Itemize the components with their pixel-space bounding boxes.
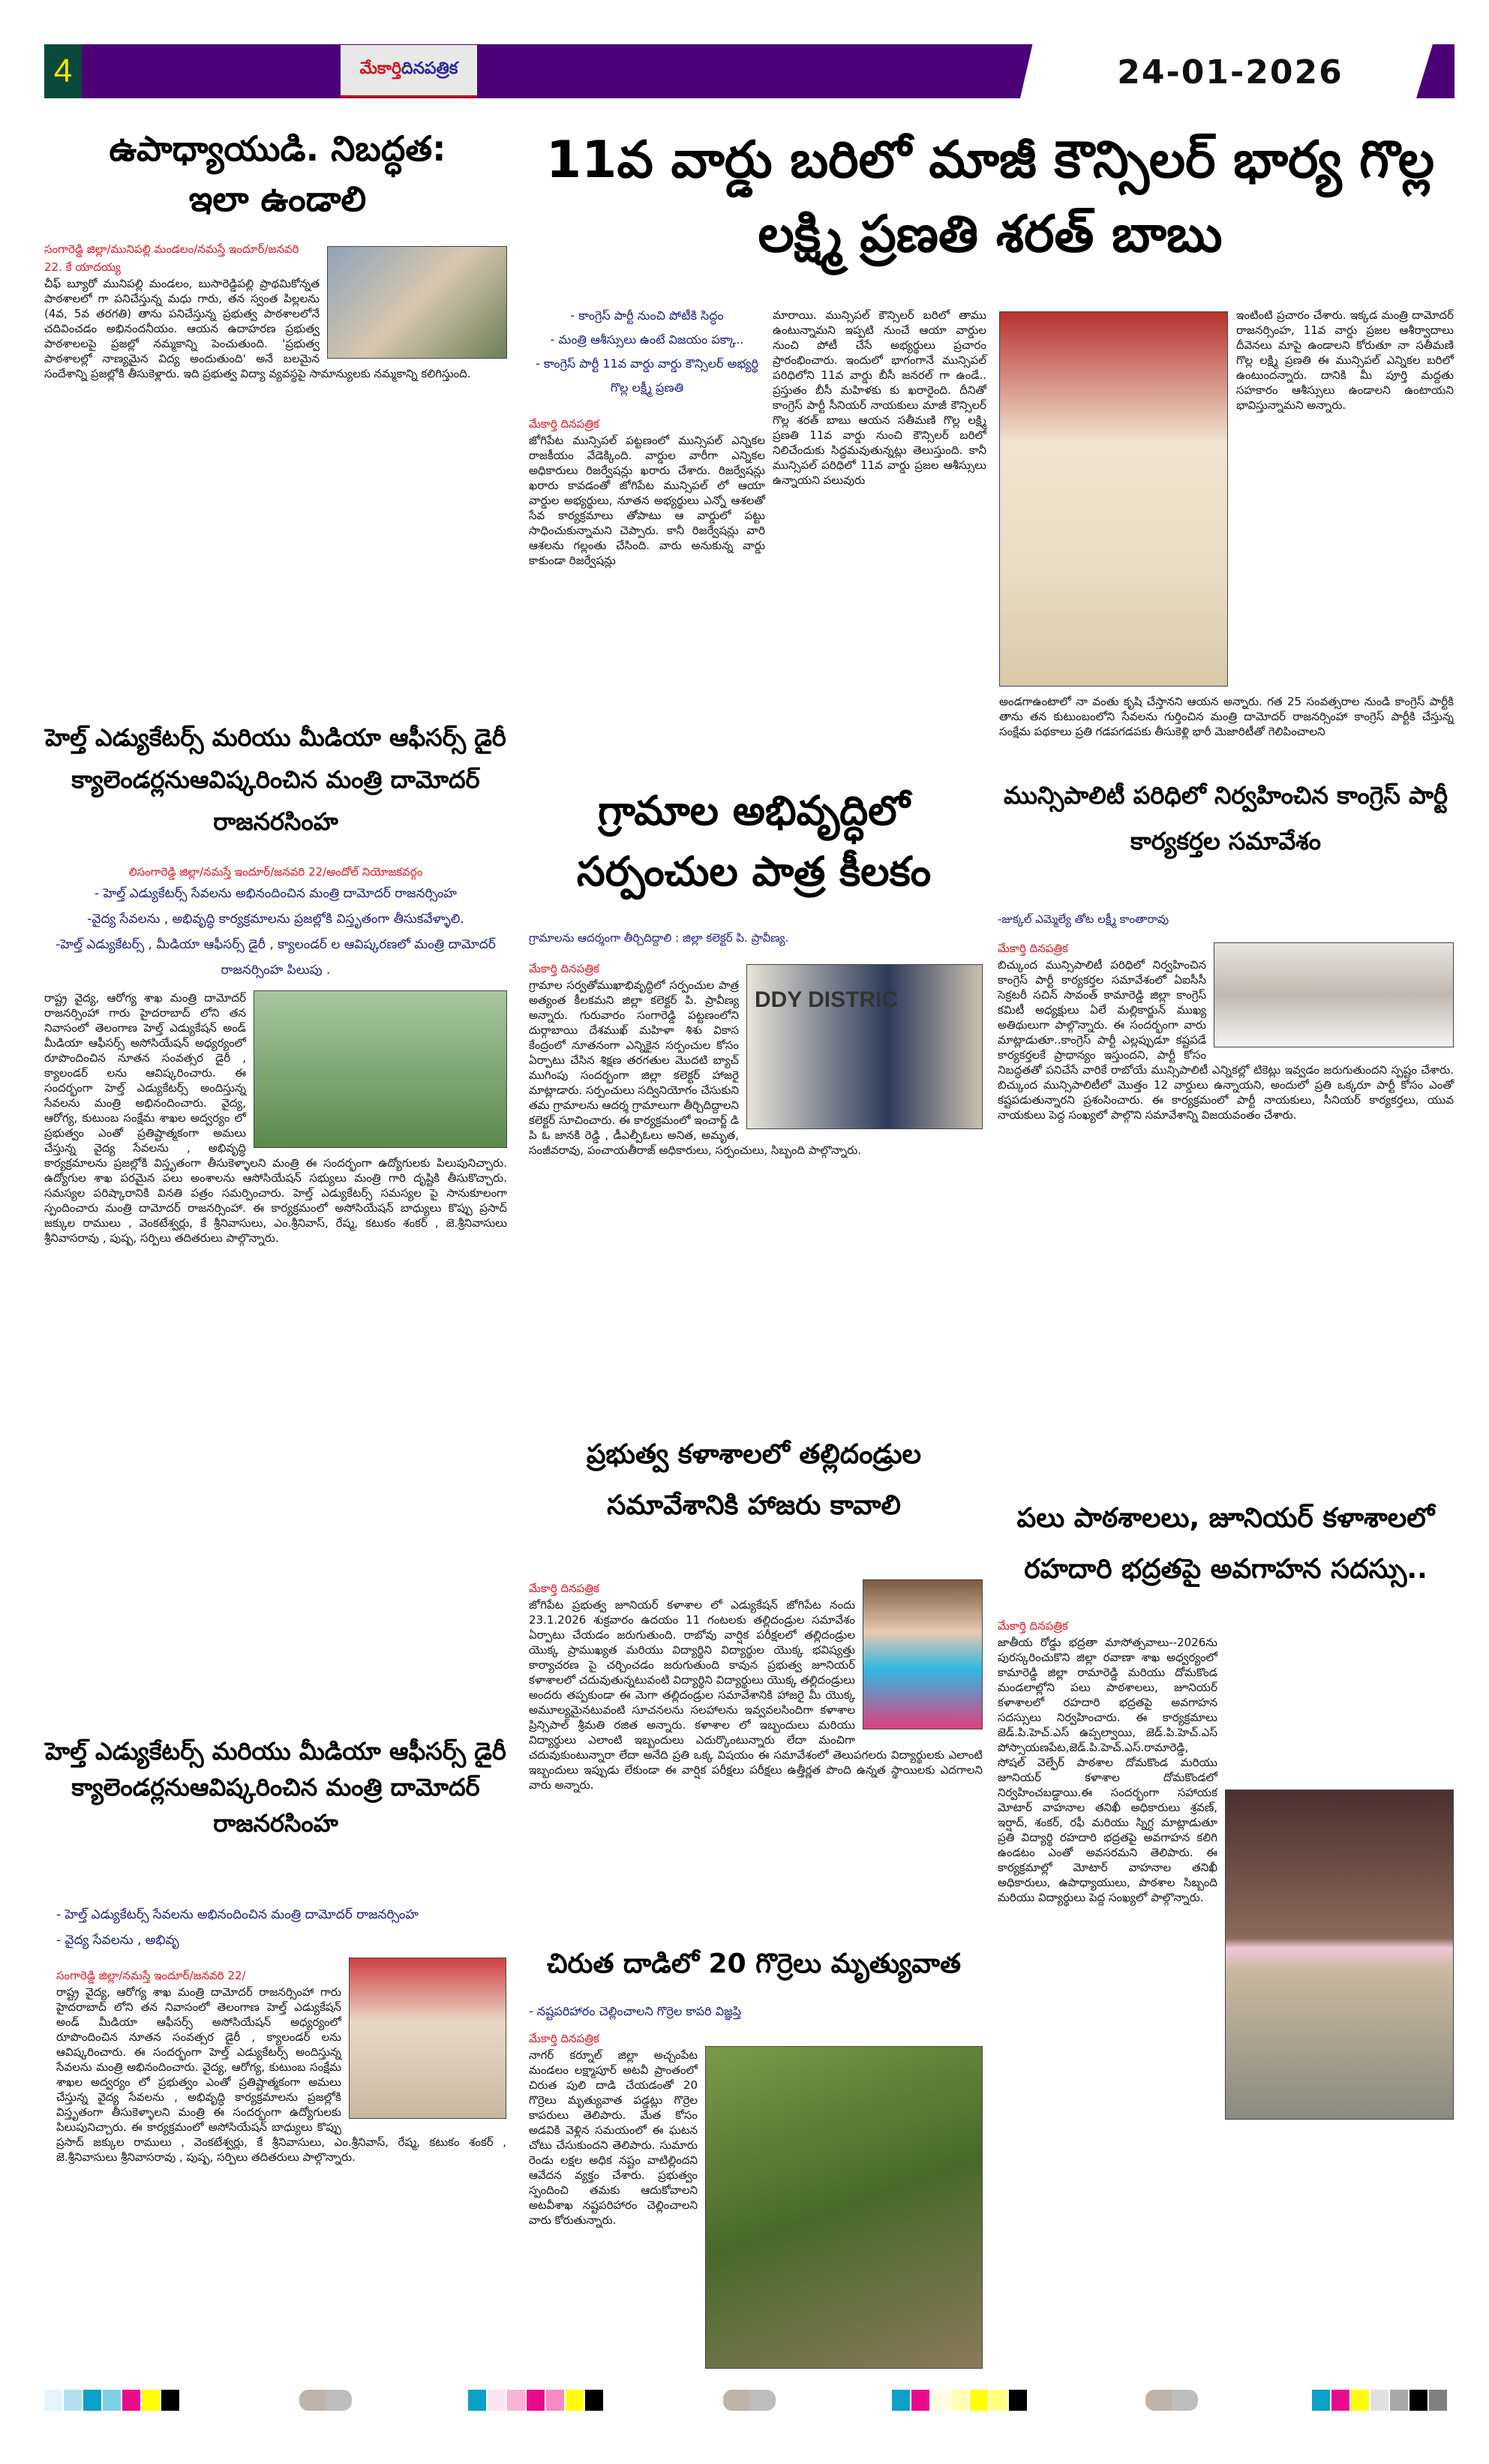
lead-body-3: ఇంటింటి ప్రచారం చేశారు. ఇక్కడ మంత్రి దామోదర్ రాజనర్సింహ, 11వ వార్డు ప్రజల ఆశీర్వాదాలు దీవెనలు మాపై ఉండాలని కోరుతూ నా సతీమణి గొల్ల లక్ష్మి ప్రణతి ఈ మున్సిపల్ ఎన్నికల బరిలో ఉంటుందన్నారు. దానికి మీ పూర్తి మద్దతు సహకారం ఆశీస్సులు ఉండాలని ఉంటాయని భావిస్తున్నామని అన్నారు. [1236, 308, 1454, 412]
villages-body: గ్రామాల సర్వతోముఖాభివృద్ధిలో సర్పంచుల పాత్ర అత్యంత కీలకమని జిల్లా కలెక్టర్ పి. ప్రావీణ్య అన్నారు. గురువారం సంగారెడ్డి పట్టణంలోని దుర్గాబాయి దేశముఖ్ మహిళా శిశు వికాస కేంద్రంలో నూతనంగా ఎన్నికైన సర్పంచుల కోసం ఏర్పాటు చేసిన శిక్షణ తరగతుల మొదటి బ్యాచ్ ముగింపు సందర్భంగా జిల్లా కలెక్టర్ హాజరై మాట్లాడారు. సర్పంచులు సద్వినియోగం చేసుకుని తమ గ్రామాలను ఆదర్శ గ్రామాలుగా తీర్చిదిద్దాలని కలెక్టర్ సూచించారు. ఈ కార్యక్రమంలో ఇంచార్జ్ డి పి ఓ జానకి రెడ్డి , డీఎల్పీఓలు అనిత, అమృత, సంజీవరావు, పంచాయతీరాజ్ అధికారులు, సర్పంచులు, సిబ్బంది పాల్గొన్నారు. [529, 978, 862, 1157]
color-swatch [103, 2390, 121, 2411]
color-bar-group [892, 2390, 1027, 2411]
leopard-headline: చిరుత దాడిలో 20 గొర్రెలు మృత్యువాత [546, 1949, 962, 1979]
health1-dateline: లిసంగారెడ్డి జిల్లా/నమస్తే ఇందూర్/జనవరి 22/అందోల్ నియోజకవర్గం [128, 865, 423, 879]
road-safety-body: జాతీయ రోడ్డు భద్రతా మాసోత్సవాలు--2026ను పురస్కరించుకొని జిల్లా రవాణా శాఖ అధ్వర్యంలో కామారెడ్డి జిల్లా రామారెడ్డి మరియు దోమకొండ మండలాల్లోని పలు పాఠశాలలు, జూనియర్ కళాశాలలో రహదారి భద్రతపై అవగాహన సదస్సులు నిర్వహించారు. ఈ కార్యక్రమాలు జెడ్.పి.హెచ్.ఎస్ ఉప్పల్వాయి, జెడ్.పి.హెచ్.ఎస్ పోస్సాయణపేట,జెడ్.పి.హెచ్.ఎస్.రామారెడ్డి, సోషల్ వెల్ఫేర్ పాఠశాల దోమకొండ మరియు జూనియర్ కళాశాల దోమకొండలో నిర్వహించబడ్డాయి.ఈ సందర్భంగా సహాయక మోటార్ వాహనాల తనిఖీ అధికారులు శ్రవణ్, ఇర్షాద్, శంకర్, రఫీ మరియు స్నిగ్ధ మాట్లాడుతూ ప్రతి విద్యార్థి రహదారి భద్రతపై అవగాహన కలిగి ఉండటం ఎంతో అవసరమని తెలిపారు. ఈ కార్యక్రమాల్లో మోటార్ వాహనాల తనిఖీ అధికారులు, ఉపాధ్యాయులు, పాఠశాల సిబ్బంది మరియు విద్యార్థులు పెద్ద సంఖ్యలో పాల్గొన్నారు. [998, 1636, 1217, 1904]
color-swatch [566, 2390, 584, 2411]
color-swatch [546, 2390, 564, 2411]
gray-registration-pill [299, 2390, 352, 2411]
villages-article [529, 927, 983, 1158]
health2-point-1: - హెల్త్ ఎడ్యుకేటర్స్ సేవలను అభినందించిన మంత్రి దామోదర్ రాజనర్సింహ [56, 1907, 419, 1922]
gray-registration-pill [723, 2390, 776, 2411]
color-swatch [931, 2390, 949, 2411]
students-awareness-photo [1225, 1789, 1454, 2120]
villages-dateline: మేకార్తి దినపత్రిక [529, 962, 599, 975]
logo-text-red: మేకార్తి [359, 59, 402, 78]
congress-headline: మున్సిపాలిటీ పరిధిలో నిర్వహించిన కాంగ్రెస్ పార్టీ కార్యకర్తల సమావేశం [1004, 781, 1448, 855]
color-swatch [468, 2390, 486, 2411]
leopard-subtitle: - నష్టపరిహారం చెల్లించాలని గొర్రెల కాపరి విజ్ఞప్తి [529, 2004, 742, 2018]
lead-point-3: - కాంగ్రెస్ పార్టీ 11వ వార్డు వార్డు కౌన్సిలర్ అభ్యర్థి గొల్ల లక్ష్మీ ప్రణతి [535, 356, 759, 395]
page-number: 4 [44, 44, 82, 98]
lead-body-2: మారాయి. మున్సిపల్ కౌన్సిలర్ బరిలో తాము ఉంటున్నామని ఇప్పటి నుంచే ఆయా వార్డుల నుంచి పోటీ చేసే అభ్యర్థులు ప్రచారం ప్రారంభించారు. ఇందులో భాగంగానే మున్సిపల్ పరిధిలోని 11వ వార్డు బీసీ జనరల్ గా ఉండే.. ప్రస్తుతం బీసీ మహిళకు కు ఖరారైంది. దీనితో కాంగ్రెస్ పార్టీ సీనియర్ నాయకులు మాజీ కౌన్సిలర్ గొల్ల శరత్ బాబు ఆయన సతీమణి గొల్ల లక్ష్మి ప్రణతి 11వ వార్డు నుంచి కౌన్సిలర్ బరిలో నిలిచేందుకు సిద్ధమవుతున్నట్లు తెలుస్తుంది. కానీ మున్సిపల్ పరిధిలో 11వ వార్డు ప్రజల ఆశీస్సులు ఉన్నాయని పలువురు [773, 308, 986, 487]
color-bar-group [468, 2390, 603, 2411]
teacher-body: చీఫ్ బ్యూరో మునిపల్లి మండలం, బుసారెడ్డిపల్లి ప్రాథమికోన్నత పాఠశాలలో గా పనిచేస్తున్న మధు గారు, తన స్వంత పిల్లలను (4వ, 5వ తరగతి) తాను పనిచేస్తున్న ప్రభుత్వ పాఠశాలలోనే చదివించడం అభినందనీయం. ఆయన ఉదాహరణ ప్రభుత్వ పాఠశాలలపై ప్రజల్లో నమ్మకాన్ని పెంచుతుంది. 'ప్రభుత్వ పాఠశాలల్లో నాణ్యమైన విద్య అందుతుంది' అనే బలమైన సందేశాన్ని ప్రజల్లోకి తీసుకెళ్లారు. ఇది ప్రభుత్వ విద్యా వ్యవస్థపై సామాన్యులకు నమ్మకాన్ని కలిగిస్తుంది. [44, 277, 471, 380]
color-swatch [527, 2390, 545, 2411]
teacher-article [44, 240, 507, 381]
congress-dateline: మేకార్తి దినపత్రిక [998, 942, 1068, 955]
parents-headline: ప్రభుత్వ కళాశాలలో తల్లిదండ్రుల సమావేశానికి హాజరు కావాలి [586, 1439, 922, 1522]
teacher-dateline: సంగారెడ్డి జిల్లా/మునిపల్లి మండలం/నమస్తే ఇందూర్/జనవరి 22. కే యాదయ్య [44, 242, 299, 274]
color-swatch [142, 2390, 160, 2411]
color-bar-group [44, 2390, 179, 2411]
health-article-2 [56, 1902, 506, 2165]
color-swatch [161, 2390, 179, 2411]
congress-article [998, 908, 1454, 1122]
teacher-headline: ఉపాధ్యాయుడి. నిబద్ధత: ఇలా ఉండాలి [109, 128, 446, 219]
teacher-family-photo [327, 246, 507, 359]
leopard-dateline: మేకార్తి దినపత్రిక [529, 2032, 599, 2045]
lead-point-1: - కాంగ్రెస్ పార్టీ నుంచి పోటీకి సిద్ధం [570, 308, 724, 323]
lead-body-4: అండగాఉంటాలో నా వంతు కృషి చేస్తానని ఆయన అన్నారు. గత 25 సంవత్సరాల నుండి కాంగ్రెస్ పార్టీకి తాను తన కుటుంబంలోని సేవలను గుర్తించిన మంత్రి దామోదర్ రాజనర్సింహా కాంగ్రెస్ పార్టీకి చేస్తున్న సంక్షేమ పథకాలు ప్రతి గడపగడపకు తీసుకెళ్లి భారీ మెజారిటీతో గెలిపించాలని [999, 695, 1454, 738]
health2-point-2: - వైద్య సేవలను , అభివృ [56, 1933, 179, 1948]
woman-portrait-photo [349, 1958, 506, 2119]
parents-article [529, 1579, 983, 1792]
health1-body: రాష్ట్ర వైద్య, ఆరోగ్య శాఖ మంత్రి దామోదర్ రాజనర్సింహా గారు హైదరాబాద్ లోని తన నివాసంలో తెలంగాణ హెల్త్ ఎడ్యుకేషన్ అండ్ మీడియా ఆఫీసర్స్ అసోసియేషన్ అధ్యర్యంలో రూపొందించిన నూతన సంవత్సర డైరీ , క్యాలండర్ లను ఆవిష్కరించారు. ఈ సందర్భంగా హెల్త్ ఎడ్యుకేటర్స్ అందిస్తున్న సేవలను మంత్రి అభినందించారు. వైద్య, ఆరోగ్య, కుటుంబ సంక్షేమ శాఖల అద్వర్యం లో ప్రభుత్వం ఎంతో ప్రతిష్టాత్మకంగా అమలు చేస్తున్న వైద్య సేవలను , అభివృద్ధి కార్యక్రమాలను ప్రజల్లోకి విస్తృతంగా తీసుకెళ్ళాలని మంత్రి ఈ సందర్భంగా ఉద్యోగులకు పిలుపునిచ్చారు. ఉద్యోగుల శాఖ పరమైన పలు అంశాలను ఆసోసియేషన్ సభ్యులు మంత్రి గారి దృష్టికి తీసుకొచ్చారు. సమస్యల పరిష్కారానికి వినతి పత్రం సమర్పించారు. హెల్త్ ఎడ్యుకేటర్స్ సమస్యల పై సానుకూలంగా స్పందించారు మంత్రి దామోదర్ రాజనర్సింహా. ఈ కార్యక్రమంలో అసోసియేషన్ బాధ్యులు కొప్పు ప్రసాద్ జక్కుల రాములు , వెంకటేశ్వర్లు, కే శ్రీనివాసులు, ఎం.శ్రీనివాస్, రేష్మ, కటుకం శంకర్ , జె.శ్రీనివాసులు శ్రీనివాసరావు , పుష్ప, సర్పిలు తదితరులు పాల్గొన్నారు. [44, 991, 507, 1245]
lead-points [529, 304, 765, 568]
candidate-portrait-photo [999, 311, 1228, 687]
meeting-photo [1214, 942, 1454, 1047]
road-safety-dateline: మేకార్తి దినపత్రిక [998, 1619, 1068, 1633]
color-swatch [989, 2390, 1007, 2411]
color-bar-group [1312, 2390, 1447, 2411]
health1-point-3: -హెల్త్ ఎడ్యుకేటర్స్ , మీడియా ఆఫీసర్స్ డైరీ , క్యాలండర్ ల ఆవిష్కరణలో మంత్రి దామోదర్ రాజనర్సింహ పిలుపు . [56, 937, 496, 978]
color-swatch [950, 2390, 968, 2411]
dead-sheep-photo [705, 2046, 983, 2369]
color-swatch [64, 2390, 82, 2411]
congress-body: బిచ్కుంద మున్సిపాలిటీ పరిధిలో నిర్వహించిన కాంగ్రెస్ పార్టీ కార్యకర్తల సమావేశంలో ఏఐసీసీ సెక్రటరీ సచిన్ సావంత్ కామారెడ్డి జిల్లా కాంగ్రెస్ కమిటీ అధ్యక్షులు ఏలే మల్లికార్జున్ ముఖ్య అతిథులుగా పాల్గొన్నారు. ఈ సందర్భంగా వారు మాట్లాడుతూ..కాంగ్రెస్ పార్టీ ఎల్లప్పుడూ కష్టపడే కార్యకర్తలకే ప్రాధాన్యం ఇస్తుందని, పార్టీ కోసం నిబద్ధతతో పనిచేసే వారికే రాబోయే మున్సిపాలిటీ ఎన్నికల్లో టికెట్లు ఇవ్వడం జరుగుతుందని స్పష్టం చేశారు. బిచ్కుంద మున్సిపాలిటీలో మొత్తం 12 వార్డులు ఉన్నాయని, అందులో ప్రతి ఒక్కరూ పార్టీ కోసం ఎంతో కష్టపడుతున్నారని ప్రశంసించారు. ఈ కార్యక్రమంలో పార్టీ నాయకులు, సీనియర్ కార్యకర్తలు, యువ నాయకులు పెద్ద సంఖ్యలో పాల్గొని సమావేశాన్ని విజయవంతం చేశారు. [998, 958, 1454, 1122]
logo-text-blue: దినపత్రిక [401, 59, 458, 78]
collector-photo [746, 964, 983, 1129]
health1-point-1: - హెల్త్ ఎడ్యుకేటర్స్ సేవలను అభినందించిన మంత్రి దామోదర్ రాజనర్సింహ [95, 886, 457, 901]
principal-photo [863, 1579, 983, 1729]
print-registration-marks [44, 2390, 1454, 2412]
color-swatch [488, 2390, 506, 2411]
health2-dateline: సంగారెడ్డి జిల్లా/నమస్తే ఇందూర్/జనవరి 22/ [56, 1969, 246, 1982]
color-swatch [44, 2390, 62, 2411]
color-swatch [1409, 2390, 1427, 2411]
color-swatch [1429, 2390, 1447, 2411]
road-safety-article [998, 1617, 1454, 2124]
parents-body: జోగిపేట ప్రభుత్వ జూనియర్ కళాశాల లో ఎడ్యుకేషన్ జోగిపేట నందు 23.1.2026 శుక్రవారం ఉదయం 11 గంటలకు తల్లిదండ్రుల సమావేశం ఏర్పాటు చేయడం జరుగుతుంది. రాబోవు వార్షిక పరీక్షలలో తల్లిదండ్రుల యొక్క ప్రాముఖ్యత మరియు విద్యార్థిని విద్యార్థుల యొక్క భవిష్యత్తు కార్యాచరణ పై చర్చించడం జరుగుతుంది కావున ప్రభుత్వ జూనియర్ కళాశాలలో చదువుతున్నటువంటి విద్యార్థిని విద్యార్థులు యొక్క తల్లిదండ్రులు అందరు తప్పకుండా ఈ మెగా తల్లిదండ్రుల సమావేశానికి హాజరై మీ యొక్క అమూల్యమైనటువంటి సూచనలను సలహాలను ఇవ్వవలసిందిగా కళాశాల ప్రిన్సిపాల్ శ్రీమతి రజిత అన్నారు. కళాశాల లో ఇబ్బందులు మరియు విద్యార్థులు ఎలాంటి ఇబ్బందులు ఎదుర్కొంటున్నారు లేదా మంచిగా చదువుకుంటున్నారా లేదా అనేది ప్రతి ఒక్క విషయం ఈ సమావేశంలో తెలుపగలరు విద్యార్థులకు ఎలాంటి ఇబ్బందులు ఇప్పుడు లేకుండా ఈ వార్షిక పరీక్షలు పరీక్షలు ఉత్తీర్ణత పొంది ఉన్నత స్థాయిలకు ఎదగాలని వారు అన్నారు. [529, 1598, 983, 1792]
leopard-body: నాగర్ కర్నూల్ జిల్లా అచ్చంపేట మండలం లక్ష్మాపూర్ అటవీ ప్రాంతంలో చిరుత పులి దాడి చేయడంతో 20 గొర్రెలు మృత్యువాత పడ్డట్లు గొర్రెల కాపరులు తెలిపారు. మేత కోసం అడవికి వెళ్లిన సమయంలో ఈ ఘటన చోటు చేసుకుందని తెలిపారు. సుమారు రెండు లక్షల అధిక నష్టం వాటిల్లిందని ఆవేదన వ్యక్తం చేశారు. ప్రభుత్వం స్పందించి తమకు ఆదుకోవాలని అటవీశాఖ నష్టపరిహారం చెల్లించాలని వారు కోరుతున్నారు. [529, 2048, 698, 2227]
road-safety-headline: పలు పాఠశాలలు, జూనియర్ కళాశాలలో రహదారి భద్రతపై అవగాహన సదస్సు.. [1016, 1503, 1435, 1585]
gray-registration-pill [1145, 2390, 1198, 2411]
photo-banner-text: DDY DISTRIC [755, 987, 899, 1012]
parents-dateline: మేకార్తి దినపత్రిక [529, 1582, 599, 1595]
color-swatch [585, 2390, 603, 2411]
color-swatch [1009, 2390, 1027, 2411]
color-swatch [1312, 2390, 1330, 2411]
newspaper-logo [341, 45, 477, 98]
color-swatch [122, 2390, 140, 2411]
color-swatch [911, 2390, 929, 2411]
villages-subtitle: గ్రామాలను ఆదర్శంగా తీర్చిదిద్దాలి : జిల్లా కలెక్టర్ పి. ప్రావీణ్య. [529, 931, 789, 945]
color-swatch [1351, 2390, 1369, 2411]
lead-dateline: మేకార్తి దినపత్రిక [529, 417, 599, 431]
lead-headline: 11వ వార్డు బరిలో మాజీ కౌన్సిలర్ భార్య గొల్ల లక్ష్మి ప్రణతి శరత్ బాబు [545, 131, 1435, 264]
color-swatch [1331, 2390, 1349, 2411]
issue-date: 24-01-2026 [1117, 53, 1343, 92]
color-swatch [83, 2390, 101, 2411]
color-swatch [1370, 2390, 1388, 2411]
color-swatch [1390, 2390, 1408, 2411]
villages-headline: గ్రామాల అభివృద్ధిలో సర్పంచుల పాత్ర కీలకం [576, 787, 932, 895]
calendar-launch-photo [254, 990, 507, 1148]
health-article-1 [44, 863, 507, 1246]
congress-subtitle: -జుక్కల్ ఎమ్మెల్యే తోట లక్ష్మీ కాంతారావు [998, 912, 1169, 926]
health-headline-2: హెల్త్ ఎడ్యుకేటర్స్ మరియు మీడియా ఆఫీసర్స్ డైరీ క్యాలెండర్లనుఆవిష్కరించిన మంత్రి దామోదర్ రాజనరసింహ [45, 1737, 506, 1837]
leopard-article [529, 2000, 983, 2373]
health-headline-1: హెల్త్ ఎడ్యుకేటర్స్ మరియు మీడియా ఆఫీసర్స్ డైరీ క్యాలెండర్లనుఆవిష్కరించిన మంత్రి దామోదర్ రాజనరసింహ [45, 723, 506, 836]
lead-body-1: జోగిపేట మున్సిపల్ పట్టణంలో మున్సిపల్ ఎన్నికల రాజకీయం వేడెక్కింది. వార్డుల వారీగా ఎన్నికల అధికారులు రిజర్వేషన్లు ఖరారు చేశారు. రిజర్వేషన్లు ఖరారు కావడంతో జోగిపేట మున్సిపల్ లో ఆయా వార్డుల అభ్యర్థులు, నూతన అభ్యర్థులు ఎన్నో ఆశలతో సేవ కార్యక్రమాలు తోపాటు ఆ వార్డులో పట్టు సాధించుకున్నామని చెప్పారు. కానీ రిజర్వేషన్లు వారి ఆశలను గల్లంతు చేసింది. వారు అనుకున్న వార్డు కాకుండా రిజర్వేషన్లు [529, 434, 765, 567]
lead-point-2: - మంత్రి ఆశీస్సులు ఉంటే విజయం పక్కా.. [550, 332, 744, 347]
color-swatch [507, 2390, 525, 2411]
health1-point-2: -వైద్య సేవలను , అభివృద్ధి కార్యక్రమాలను ప్రజల్లోకి విస్తృతంగా తీసుకవేళ్ళాలి. [87, 912, 464, 927]
color-swatch [892, 2390, 910, 2411]
color-swatch [970, 2390, 988, 2411]
health2-body: రాష్ట్ర వైద్య, ఆరోగ్య శాఖ మంత్రి దామోదర్ రాజనర్సింహా గారు హైదరాబాద్ లోని తన నివాసంలో తెలంగాణ హెల్త్ ఎడ్యుకేషన్ అండ్ మీడియా ఆఫీసర్స్ అసోసియేషన్ అధ్యర్యంలో రూపొందించిన నూతన సంవత్సర డైరీ , క్యాలండర్ లను ఆవిష్కరించారు. ఈ సందర్భంగా హెల్త్ ఎడ్యుకేటర్స్ అందిస్తున్న సేవలను మంత్రి అభినందించారు. వైద్య, ఆరోగ్య, కుటుంబ సంక్షేమ శాఖల అద్వర్యం లో ప్రభుత్వం ఎంతో ప్రతిష్టాత్మకంగా అమలు చేస్తున్న వైద్య సేవలను , అభివృద్ధి కార్యక్రమాలను ప్రజల్లోకి విస్తృతంగా తీసుకెళ్ళాలని మంత్రి ఈ సందర్భంగా ఉద్యోగులకు పిలుపునిచ్చారు. ఈ కార్యక్రమంలో అసోసియేషన్ బాధ్యులు కొప్పు ప్రసాద్ జక్కుల రాములు , వెంకటేశ్వర్లు, కే శ్రీనివాసులు, ఎం.శ్రీనివాస్, రేష్మ, కటుకం శంకర్ , జె.శ్రీనివాసులు శ్రీనివాసరావు , పుష్ప, సర్పిలు తదితరులు పాల్గొన్నారు. [56, 1985, 506, 2164]
